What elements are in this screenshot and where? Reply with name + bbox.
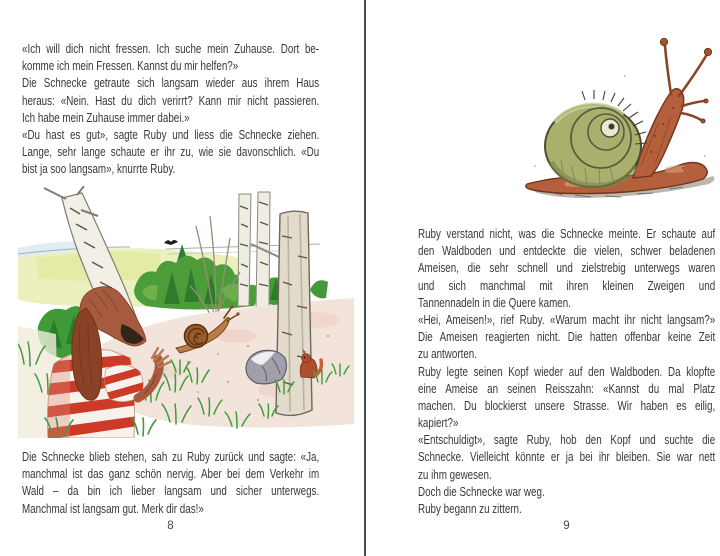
text-line: Ich habe mein Zuhause immer dabei.» — [22, 110, 190, 125]
text-line: «Ich will dich nicht fressen. Ich suche mein Zuhause. Dort be- — [22, 42, 320, 56]
text-line: «Hei, Ameisen!», rief Ruby. «Warum macht ihr nicht langsam?» — [418, 312, 716, 327]
text-line: machen. Du blockierst unsere Strasse. Wir haben es eilig, — [418, 398, 716, 413]
text-line: Doch die Schnecke war weg. — [418, 484, 545, 499]
text-line: Die Schnecke blieb stehen, sah zu Ruby zurück und sagte: «Ja, — [22, 450, 320, 464]
page-number-left: 8 — [167, 520, 174, 532]
text-line: «Entschuldigt», sagte Ruby, hob den Kopf und suchte die — [418, 433, 716, 448]
snail-shell — [545, 90, 647, 187]
text-line: Tannennadeln in die Quere kamen. — [418, 295, 571, 310]
text-line: Ruby legte seinen Kopf wieder auf den Waldboden. Da klopfte — [418, 364, 716, 379]
illustration-forest-scene — [18, 186, 354, 438]
text-line: heraus: «Nein. Hast du dich verirrt? Kann mir nicht passieren. — [22, 93, 320, 108]
text-line: kapiert?» — [418, 416, 459, 431]
bird-icon — [164, 240, 178, 245]
left-text-top — [22, 41, 319, 179]
text-line: «Du hast es gut», sagte Ruby und liess die Schnecke ziehen. — [22, 127, 320, 142]
text-line: und sich manchmal mit ihren kleinen Zweigen und — [418, 278, 716, 293]
text-line: eine Ameise an seinen Reisszahn: «Kannst du mal Platz — [418, 381, 716, 396]
text-line: zu antworten. — [418, 347, 477, 362]
page-gutter-line — [364, 0, 366, 556]
text-line: Ruby begann zu zittern. — [418, 502, 522, 516]
text-line: Die Ameisen reagierten nicht. Die hatten offenbar keine Zeit — [418, 330, 716, 345]
right-big-trunk — [276, 211, 312, 415]
text-line: Lange, sehr lange schaute er ihr zu, wie sie davonschlich. «Du — [22, 145, 320, 160]
text-line: Ruby verstand nicht, was die Schnecke meinte. Er schaute auf — [418, 227, 716, 241]
text-line: den Waldboden und entdeckte die vielen, schwer beladenen — [418, 244, 716, 259]
rock — [246, 350, 286, 384]
illustration-snail — [505, 16, 720, 208]
text-line: zu ihm gewesen. — [418, 467, 492, 482]
page-number-right: 9 — [563, 520, 570, 532]
right-text — [418, 226, 715, 518]
text-line: Wald – da bin ich lieber langsam und sicher unterwegs. — [22, 484, 320, 499]
text-line: manchmal ist das ganz schön nervig. Aber bei dem Verkehr im — [22, 467, 320, 482]
text-line: Manchmal ist langsam gut. Merk dir das!» — [22, 501, 204, 516]
text-line: Die Schnecke getraute sich langsam wieder aus ihrem Haus — [22, 76, 320, 91]
text-line: bist ja soo langsam», knurrte Ruby. — [22, 162, 176, 177]
text-line: komme ich mein Fressen. Kannst du mir helfen?» — [22, 59, 239, 74]
text-line: Schnecke. Vielleicht könnte er ja bei ihr bleiben. Sie war nett — [418, 450, 716, 465]
text-line: Ameisen, die sehr schnell und zielstrebig unterwegs waren — [418, 261, 716, 276]
left-text-bottom — [22, 449, 319, 518]
